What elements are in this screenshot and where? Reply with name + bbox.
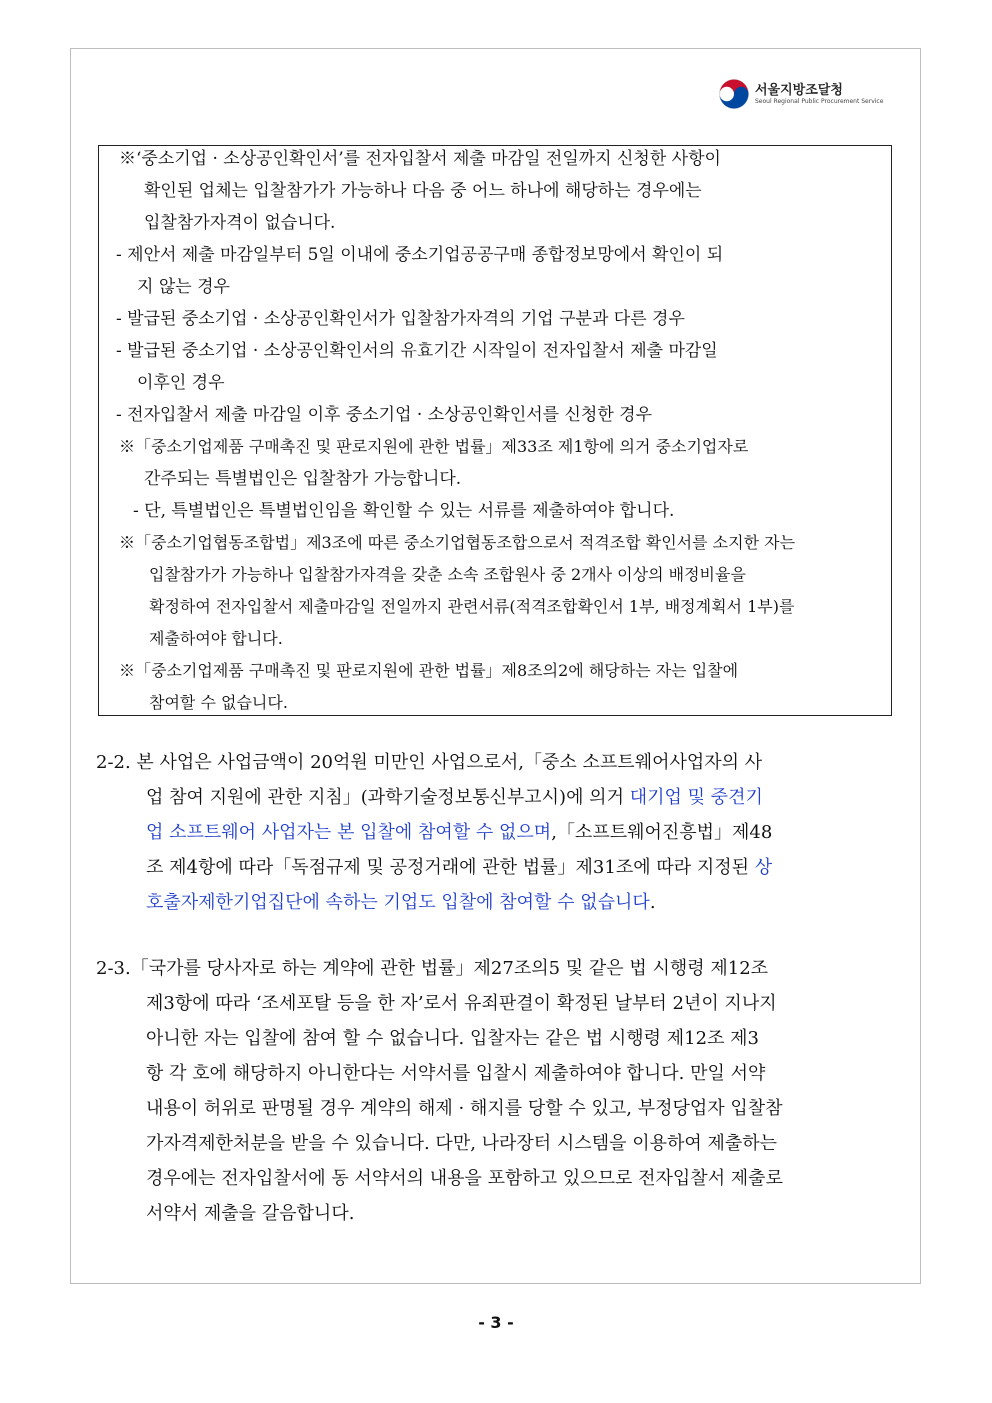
section-2-2-line: 업 소프트웨어 사업자는 본 입찰에 참여할 수 없으며,「소프트웨어진흥법」제48 (146, 822, 773, 843)
notice-line: 확정하여 전자입찰서 제출마감일 전일까지 관련서류(적격조합확인서 1부, 배정계획서 1부)를 (149, 597, 795, 616)
section-2-3-line: 아니한 자는 입찰에 참여 할 수 없습니다. 입찰자는 같은 법 시행령 제12조 제3 (146, 1028, 759, 1049)
notice-line: ※「중소기업제품 구매촉진 및 판로지원에 관한 법률」제8조의2에 해당하는 자는 입찰에 (119, 661, 739, 680)
section-2-3-line: 가자격제한처분을 받을 수 있습니다. 다만, 나라장터 시스템을 이용하여 제출하는 (146, 1133, 778, 1154)
notice-line: - 단, 특별법인은 특별법인임을 확인할 수 있는 서류를 제출하여야 합니다. (133, 501, 675, 521)
notice-line: - 발급된 중소기업 · 소상공인확인서가 입찰참가자격의 기업 구분과 다른 경우 (116, 309, 685, 329)
section-2-2-line: 조 제4항에 따라「독점규제 및 공정거래에 관한 법률」제31조에 따라 지정된 상 (146, 857, 773, 878)
section-2-2-line: 호출자제한기업집단에 속하는 기업도 입찰에 참여할 수 없습니다. (146, 892, 656, 913)
section-2-3-line: 2-3.「국가를 당사자로 하는 계약에 관한 법률」제27조의5 및 같은 법 시행령 제12조 (96, 958, 769, 979)
notice-line: 입찰참가가 가능하나 입찰참가자격을 갖춘 소속 조합원사 중 2개사 이상의 배정비율을 (149, 565, 746, 584)
section-2-3-line: 항 각 호에 해당하지 아니한다는 서약서를 입찰시 제출하여야 합니다. 만일 서약 (146, 1063, 766, 1084)
taegeuk-logo-icon (717, 77, 751, 111)
notice-box (98, 145, 892, 716)
section-2-3-line: 내용이 허위로 판명될 경우 계약의 해제 · 해지를 당할 수 있고, 부정당업자 입찰참 (146, 1098, 783, 1119)
notice-line: ※「중소기업제품 구매촉진 및 판로지원에 관한 법률」제33조 제1항에 의거 중소기업자로 (119, 437, 749, 456)
notice-line: 확인된 업체는 입찰참가가 가능하나 다음 중 어느 하나에 해당하는 경우에는 (144, 181, 702, 201)
notice-line: 제출하여야 합니다. (149, 629, 283, 648)
org-name-ko: 서울지방조달청 (755, 82, 843, 98)
notice-line: ※「중소기업협동조합법」제3조에 따른 중소기업협동조합으로서 적격조합 확인서를 소지한 자는 (119, 533, 796, 552)
section-2-3-line: 제3항에 따라 ‘조세포탈 등을 한 자’로서 유죄판결이 확정된 날부터 2년이 지나지 (146, 993, 777, 1014)
notice-line: 입찰참가자격이 없습니다. (144, 213, 336, 233)
section-2-2-line: 업 참여 지원에 관한 지침」(과학기술정보통신부고시)에 의거 대기업 및 중견기 (146, 787, 763, 808)
section-2-3-line: 서약서 제출을 갈음합니다. (146, 1203, 355, 1224)
notice-line: 지 않는 경우 (137, 277, 230, 297)
org-logo (717, 76, 883, 112)
notice-line: - 전자입찰서 제출 마감일 이후 중소기업 · 소상공인확인서를 신청한 경우 (116, 405, 653, 425)
notice-line: - 제안서 제출 마감일부터 5일 이내에 중소기업공공구매 종합정보망에서 확인이 되 (116, 245, 724, 265)
section-2-3-line: 경우에는 전자입찰서에 동 서약서의 내용을 포함하고 있으므로 전자입찰서 제출로 (146, 1168, 783, 1189)
org-name-en: Seoul Regional Public Procurement Service (755, 97, 884, 105)
page-number: - 3 - (478, 1313, 514, 1332)
notice-line: 간주되는 특별법인은 입찰참가 가능합니다. (144, 469, 462, 489)
notice-line: 참여할 수 없습니다. (149, 693, 288, 712)
notice-line: - 발급된 중소기업 · 소상공인확인서의 유효기간 시작일이 전자입찰서 제출 마감일 (116, 341, 718, 361)
notice-line: 이후인 경우 (137, 373, 225, 393)
notice-line: ※‘중소기업 · 소상공인확인서’를 전자입찰서 제출 마감일 전일까지 신청한 사항이 (119, 149, 721, 169)
section-2-2-line: 2-2. 본 사업은 사업금액이 20억원 미만인 사업으로서,「중소 소프트웨어사업자의 사 (96, 752, 763, 773)
